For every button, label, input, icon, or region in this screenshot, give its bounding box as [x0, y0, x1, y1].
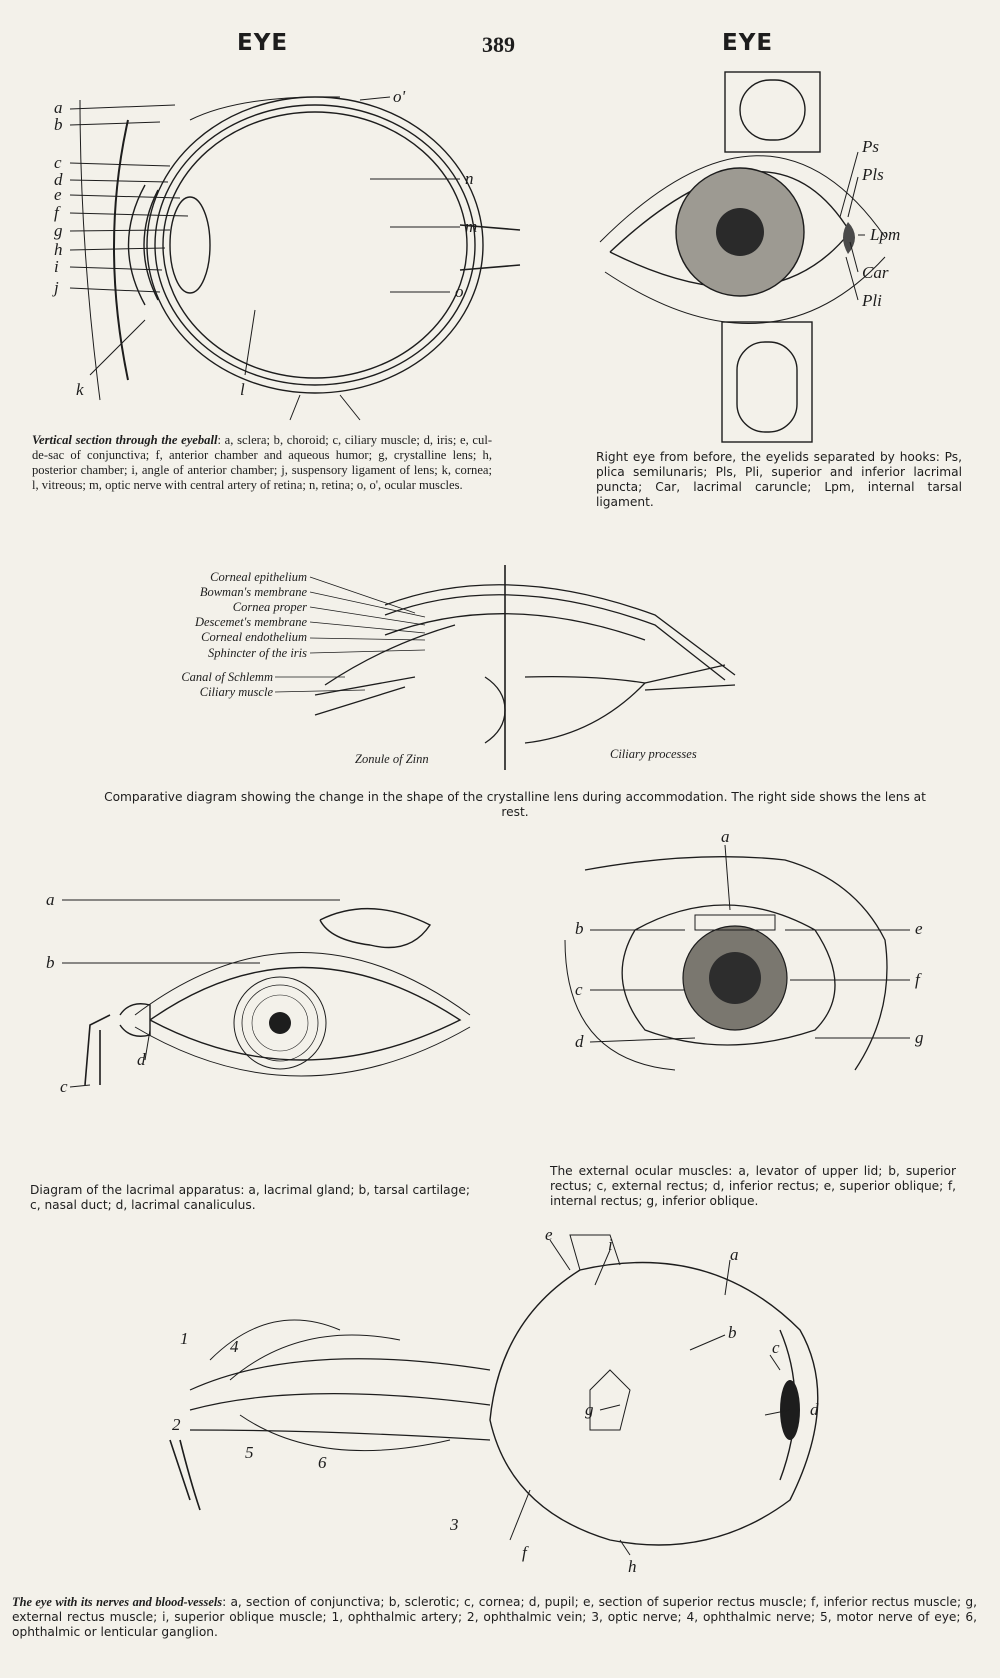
fig1-label: k: [76, 380, 84, 399]
fig6-number: 5: [245, 1443, 254, 1462]
caption-eyeball-section: [32, 433, 492, 493]
page-number: 389: [482, 32, 515, 57]
fig1-left-labels: [52, 98, 63, 297]
fig1-label: e: [54, 185, 62, 204]
caption-title: The eye with its nerves and blood-vessels: [12, 1595, 223, 1609]
fig2-label: Car: [862, 263, 889, 282]
caption-body: : a, sclera; b, choroid; c, ciliary muscle; d, iris; e, cul-de-sac of conjunctiva; f, anterior chamber and aqueous humor; g, crystalline lens; h, posterior chamber; i, angle of anterior chamber; j, suspensory ligament of lens; k, cornea; l, vitreous; m, optic nerve with central artery of retina; n, retina; o, o', ocular muscles.: [32, 433, 493, 492]
fig1-label: j: [54, 278, 59, 297]
figure-lacrimal-apparatus: [40, 885, 480, 1140]
fig6-label: a: [730, 1245, 739, 1264]
fig3-label: Sphincter of the iris: [208, 646, 307, 660]
figure-eyeball-section: [40, 80, 520, 420]
fig6-number: 3: [450, 1515, 459, 1534]
caption-body: : a, section of conjunctiva; b, sclerotic; c, cornea; d, pupil; e, section of superior rectus muscle; f, inferior rectus muscle; g, external rectus muscle; i, superior oblique muscle; 1, ophthalmic artery; 2, ophthalmic vein; 3, optic nerve; 4, ophthalmic nerve; 5, motor nerve of eye; 6, ophthalmic or lenticular ganglion.: [12, 1595, 977, 1639]
fig6-number: 2: [172, 1415, 181, 1434]
fig2-label: Lpm: [870, 225, 901, 244]
caption-lacrimal: Diagram of the lacrimal apparatus: a, lacrimal gland; b, tarsal cartilage; c, nasal duct; d, lacrimal canaliculus.: [30, 1183, 470, 1212]
fig2-label: Pli: [862, 291, 882, 310]
caption-right-eye: Right eye from before, the eyelids separated by hooks: Ps, plica semilunaris; Pls, Pli, superior and inferior lacrimal puncta; Car, lacrimal caruncle; Lpm, internal tarsal ligament.: [596, 450, 962, 509]
running-head-right: EYE: [722, 30, 774, 56]
caption-external-muscles: The external ocular muscles: a, levator of upper lid; b, superior rectus; c, external rectus; d, inferior rectus; e, superior oblique; f, internal rectus; g, inferior oblique.: [550, 1164, 956, 1208]
fig6-label: c: [772, 1338, 780, 1357]
fig6-number: 1: [180, 1329, 189, 1348]
fig1-label: a: [54, 98, 63, 117]
lacrimal-drawing: [40, 885, 480, 1140]
fig2-label: Pls: [862, 165, 884, 184]
fig5-label: a: [721, 827, 730, 846]
fig1-label: g: [54, 221, 63, 240]
fig6-label: e: [545, 1225, 553, 1244]
figure-external-muscles: [555, 827, 965, 1080]
fig6-label: f: [522, 1543, 527, 1562]
fig1-label: d: [54, 170, 63, 189]
fig1-label: b: [54, 115, 63, 134]
fig6-label: h: [628, 1557, 637, 1576]
fig1-label: o': [393, 87, 406, 106]
fig1-label: n: [465, 169, 474, 188]
fig3-label: Ciliary muscle: [199, 685, 273, 699]
fig5-label: b: [575, 919, 584, 938]
eyeball-section-drawing: [40, 80, 520, 420]
fig1-label: m: [465, 217, 478, 236]
fig3-label: Corneal endothelium: [201, 630, 307, 644]
fig3-label: Ciliary processes: [610, 747, 697, 761]
fig5-label: c: [575, 980, 583, 999]
fig2-label: Ps: [862, 137, 879, 156]
fig5-label: e: [915, 919, 923, 938]
figure-accommodation: [125, 565, 805, 770]
fig4-label: c: [60, 1077, 68, 1096]
figure-right-eye-hooks: [600, 72, 980, 462]
fig4-label: d: [137, 1050, 146, 1069]
fig6-label: d: [810, 1400, 819, 1419]
fig3-label: Zonule of Zinn: [355, 752, 429, 766]
caption-title: Vertical section through the eyeball: [32, 433, 218, 447]
fig5-label: d: [575, 1032, 584, 1051]
fig3-label: Descemet's membrane: [194, 615, 307, 629]
right-eye-drawing: [600, 72, 980, 462]
eye-nerves-drawing: [150, 1225, 870, 1585]
fig6-label: g: [585, 1400, 594, 1419]
fig6-number: 6: [318, 1453, 327, 1472]
fig1-label: f: [54, 203, 59, 222]
fig4-label: a: [46, 890, 55, 909]
fig1-label: h: [54, 240, 63, 259]
fig6-label: i: [608, 1235, 613, 1254]
fig1-label: l: [240, 380, 245, 399]
accommodation-drawing: [125, 565, 805, 770]
fig1-label: i: [54, 257, 59, 276]
caption-eye-nerves: [12, 1595, 977, 1640]
fig3-label: Bowman's membrane: [199, 585, 307, 599]
running-head-left: EYE: [237, 30, 289, 56]
fig1-label: c: [54, 153, 62, 172]
fig3-label: Canal of Schlemm: [181, 670, 273, 684]
fig3-label: Cornea proper: [232, 600, 307, 614]
fig1-label: o: [455, 282, 464, 301]
caption-accommodation: Comparative diagram showing the change in the shape of the crystalline lens during accommodation. The right side shows the lens at rest.: [104, 790, 926, 819]
fig6-number: 4: [230, 1337, 239, 1356]
fig3-label: Corneal epithelium: [210, 570, 307, 584]
fig5-label: g: [915, 1028, 924, 1047]
figure-eye-nerves-vessels: [150, 1225, 870, 1585]
fig4-label: b: [46, 953, 55, 972]
fig6-label: b: [728, 1323, 737, 1342]
ocular-muscles-drawing: [555, 827, 965, 1080]
fig5-label: f: [915, 970, 920, 989]
